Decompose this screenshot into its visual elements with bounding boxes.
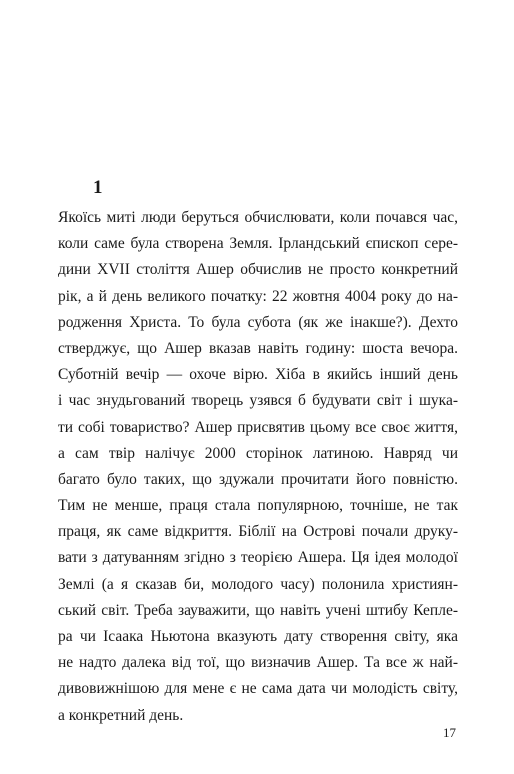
text-line: праця, як саме відкриття. Біблії на Острові почали друку- [58, 523, 458, 541]
text-line: стверджує, що Ашер вказав навіть годину: шоста вечора. [58, 339, 458, 357]
text-line: ра чи Ісаака Ньютона вказують дату створення світу, яка [58, 628, 458, 645]
text-line: і час знудьгований творець узявся б будувати світ і шука- [58, 392, 458, 410]
text-line: рік, а й день великого початку: 22 жовтня 4004 року до на- [58, 287, 458, 305]
text-line: ти собі товариство? Ашер присвятив цьому все своє життя, [58, 418, 458, 436]
body-text [58, 205, 458, 729]
text-line: багато було таких, що здужали прочитати його повністю. [58, 470, 458, 488]
text-line: не надто далека від тої, що визначив Ашер. Та все ж най- [58, 654, 458, 672]
text-line: дини XVII століття Ашер обчислив не просто конкретний [58, 261, 458, 279]
text-line: а сам твір налічує 2000 сторінок латиною. Навряд чи [58, 444, 458, 462]
text-line: а конкретний день. [58, 706, 184, 724]
text-line: родження Христа. То була субота (як же інакше?). Дехто [58, 313, 458, 331]
chapter-number: 1 [93, 177, 103, 198]
text-line: Суботній вечір — охоче вірю. Хіба в якийсь інший день [58, 366, 458, 384]
text-line: ський світ. Треба зауважити, що навіть учені штибу Кепле- [58, 601, 458, 619]
text-line: Землі (а я сказав би, молодого часу) полонила християн- [58, 575, 458, 593]
page-number: 17 [443, 725, 456, 740]
text-line: коли саме була створена Земля. Ірландський єпископ сере- [58, 235, 458, 253]
text-line: Тим не менше, праця стала популярною, точніше, не так [58, 497, 458, 515]
text-line: дивовижнішою для мене є не сама дата чи молодість світу, [58, 680, 458, 698]
text-line: вати з датуванням згідно з теорією Ашера. Ця ідея молодої [58, 549, 458, 567]
text-line: Якоїсь миті люди беруться обчислювати, коли почався час, [58, 209, 458, 226]
